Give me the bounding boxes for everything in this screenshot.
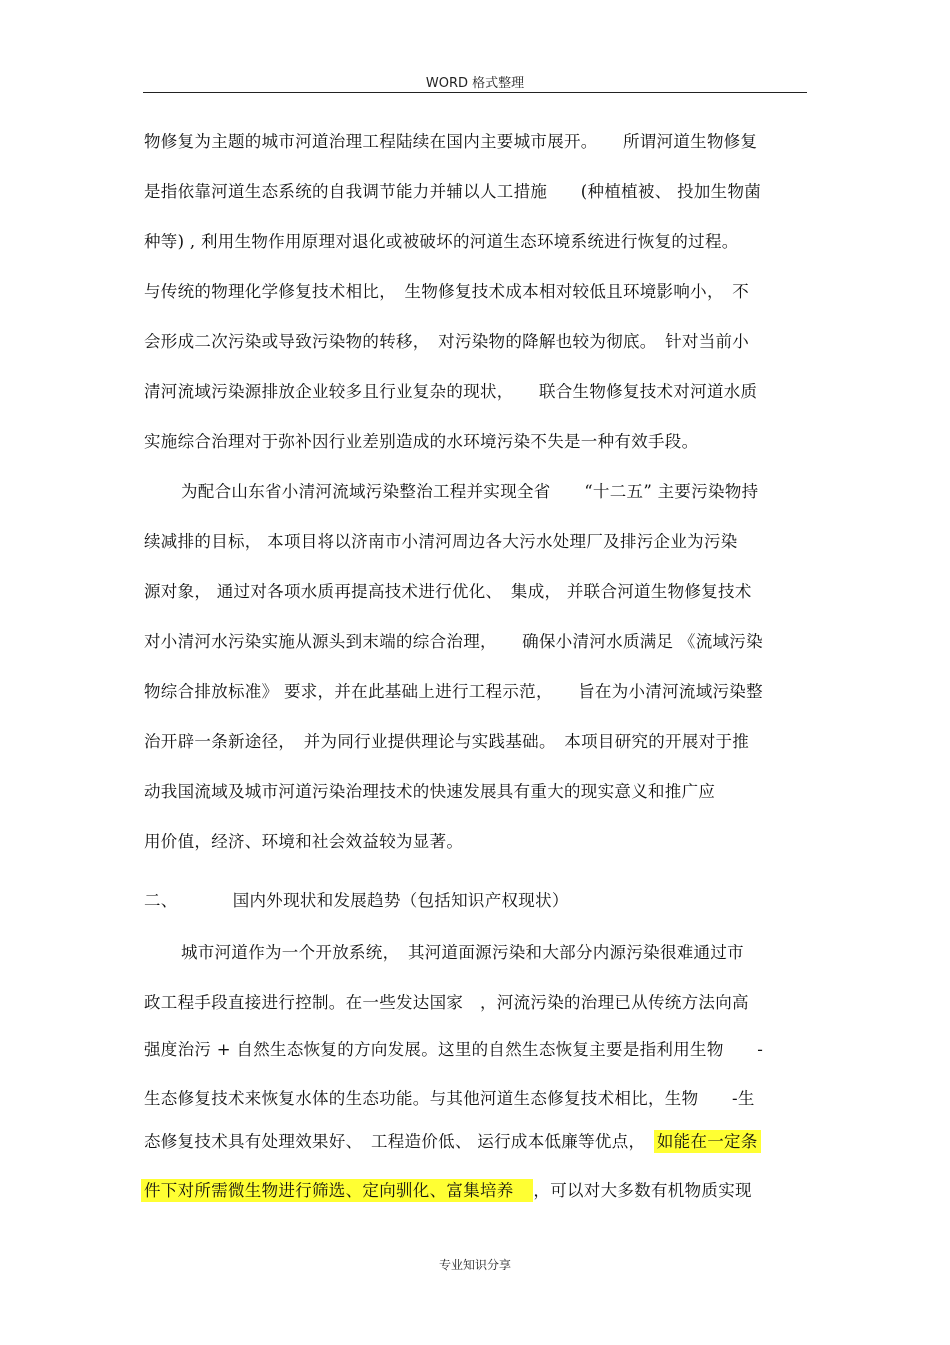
paragraph3-line-5-text: 态修复技术具有处理效果好、 工程造价低、 运行成本低廉等优点， [144, 1132, 654, 1151]
paragraph1-line-6: 清河流域污染源排放企业较多且行业复杂的现状， 联合生物修复技术对河道水质 [144, 382, 758, 401]
paragraph3-line-1: 城市河道作为一个开放系统， 其河道面源污染和大部分内源污染很难通过市 [181, 943, 744, 962]
paragraph2-line-6: 治开辟一条新途径， 并为同行业提供理论与实践基础。 本项目研究的开展对于推 [144, 732, 750, 751]
paragraph1-line-3: 种等) , 利用生物作用原理对退化或被破坏的河道生态环境系统进行恢复的过程。 [144, 232, 739, 251]
paragraph1-line-5: 会形成二次污染或导致污染物的转移， 对污染物的降解也较为彻底。 针对当前小 [144, 332, 750, 351]
section-number: 二、 [144, 891, 178, 910]
section-heading [144, 890, 808, 912]
paragraph3-line-4: 生态修复技术来恢复水体的生态功能。与其他河道生态修复技术相比，生物 -生 [144, 1089, 755, 1108]
header-divider [143, 92, 807, 93]
paragraph3-line-6-text: ，可以对大多数有机物质实现 [533, 1181, 752, 1200]
highlighted-text: 件下对所需微生物进行筛选、定向驯化、富集培养 [141, 1179, 533, 1202]
paragraph2-line-4: 对小清河水污染实施从源头到末端的综合治理， 确保小清河水质满足 《流域污染 [144, 632, 763, 651]
paragraph2-line-3: 源对象， 通过对各项水质再提高技术进行优化、 集成， 并联合河道生物修复技术 [144, 582, 752, 601]
paragraph2-line-2: 续减排的目标， 本项目将以济南市小清河周边各大污水处理厂及排污企业为污染 [144, 532, 738, 551]
highlighted-text: 如能在一定条 [654, 1130, 761, 1153]
paragraph2-line-7: 动我国流域及城市河道污染治理技术的快速发展具有重大的现实意义和推广应 [144, 782, 716, 801]
page-footer: 专业知识分享 [438, 1258, 511, 1272]
page-header: WORD 格式整理 [425, 76, 525, 91]
paragraph1-line-1: 物修复为主题的城市河道治理工程陆续在国内主要城市展开。 所谓河道生物修复 [144, 132, 758, 151]
paragraph2-line-1: 为配合山东省小清河流域污染整治工程并实现全省 “十二五” 主要污染物持 [181, 482, 759, 501]
paragraph3-line-6 [144, 1180, 808, 1202]
paragraph3-line-3: 强度治污 + 自然生态恢复的方向发展。这里的自然生态恢复主要是指利用生物 - [144, 1040, 764, 1059]
paragraph1-line-4: 与传统的物理化学修复技术相比， 生物修复技术成本相对较低且环境影响小， 不 [144, 282, 750, 301]
paragraph1-line-7: 实施综合治理对于弥补因行业差别造成的水环境污染不失是一种有效手段。 [144, 432, 699, 451]
paragraph3-line-2: 政工程手段直接进行控制。在一些发达国家 ，河流污染的治理已从传统方法向高 [144, 993, 749, 1012]
paragraph2-line-5: 物综合排放标准》 要求，并在此基础上进行工程示范， 旨在为小清河流域污染整 [144, 682, 763, 701]
paragraph3-line-5 [144, 1131, 808, 1153]
paragraph1-line-2: 是指依靠河道生态系统的自我调节能力并辅以人工措施 (种植植被、 投加生物菌 [144, 182, 762, 201]
section-title: 国内外现状和发展趋势（包括知识产权现状） [232, 891, 569, 910]
paragraph2-line-8: 用价值，经济、环境和社会效益较为显著。 [144, 832, 464, 851]
